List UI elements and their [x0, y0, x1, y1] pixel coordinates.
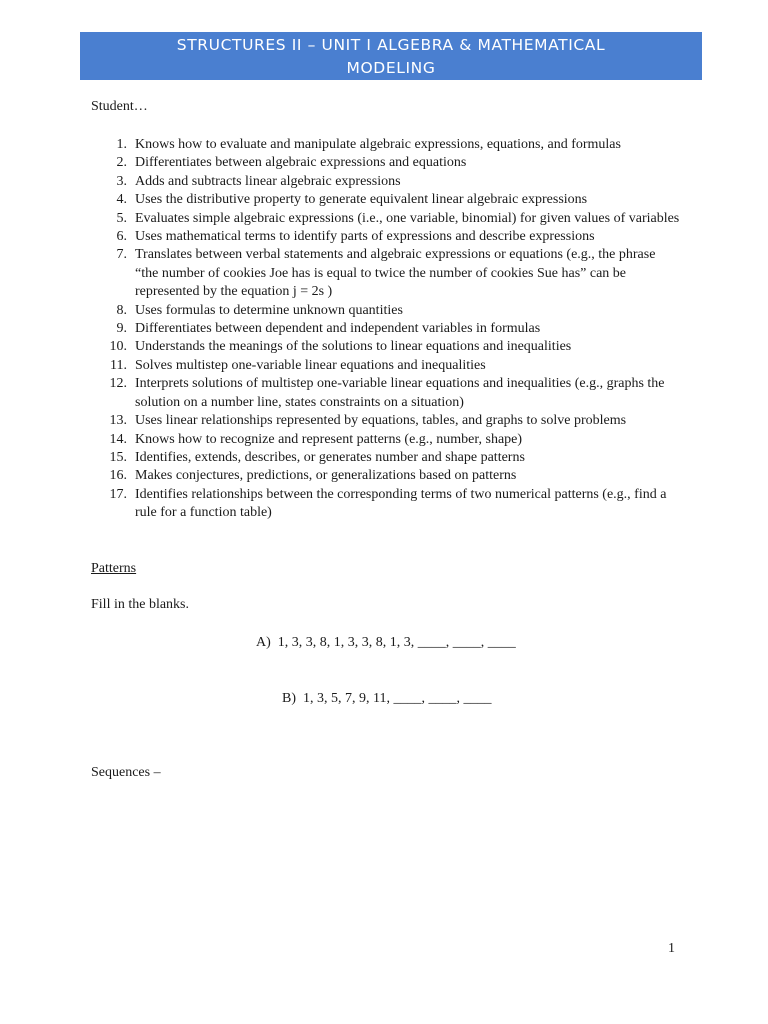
page-number: 1: [668, 941, 675, 956]
standard-number: 14.: [109, 431, 127, 447]
standard-number: 11.: [110, 357, 127, 373]
standard-item: [91, 246, 681, 301]
standard-number: 6.: [116, 229, 127, 245]
standard-item: [91, 228, 681, 246]
standard-text: Evaluates simple algebraic expressions (i.e., one variable, binomial) for given values of variables: [135, 210, 680, 226]
standard-text: Differentiates between algebraic expressions and equations: [135, 155, 467, 171]
standard-item: [91, 320, 681, 338]
standard-text: Interprets solutions of multistep one-variable linear equations and inequalities (e.g., graphs the solution on a number line, states constraints on a situation): [135, 376, 665, 410]
standard-text: Differentiates between dependent and independent variables in formulas: [135, 321, 541, 337]
standard-item: [91, 375, 681, 412]
standard-number: 2.: [116, 155, 127, 171]
standard-text: Knows how to recognize and represent patterns (e.g., number, shape): [135, 431, 523, 447]
standard-item: [91, 449, 681, 467]
standard-number: 8.: [116, 302, 127, 318]
unit-title-line-2: MODELING: [346, 59, 436, 77]
patterns-heading: Patterns: [91, 561, 137, 576]
unit-title-banner: [80, 32, 702, 80]
standard-item: [91, 136, 681, 154]
standard-number: 12.: [109, 376, 127, 392]
standard-item: [91, 173, 681, 191]
standard-text: Identifies, extends, describes, or generates number and shape patterns: [135, 449, 525, 465]
student-intro: Student…: [91, 99, 148, 114]
standard-item: [91, 431, 681, 449]
pattern-b: B) 1, 3, 5, 7, 9, 11, ____, ____, ____: [282, 691, 492, 706]
fill-in-instruction: Fill in the blanks.: [91, 597, 189, 612]
standards-list: [91, 136, 681, 523]
standard-number: 1.: [116, 137, 127, 152]
standard-item: [91, 154, 681, 172]
standard-number: 7.: [116, 247, 127, 263]
standard-text: Adds and subtracts linear algebraic expressions: [135, 173, 401, 189]
standard-text: Uses the distributive property to generate equivalent linear algebraic expressions: [135, 192, 588, 208]
standard-item: [91, 302, 681, 320]
standard-text: Identifies relationships between the corresponding terms of two numerical patterns (e.g., find a rule for a function table): [135, 486, 667, 521]
standard-number: 9.: [116, 321, 127, 337]
standard-text: Translates between verbal statements and algebraic expressions or equations (e.g., the phrase “the number of cookies Joe has is equal to twice the number of cookies Sue has” can be represented by the equation j = 2s ): [135, 247, 656, 300]
standard-number: 5.: [116, 210, 127, 226]
standard-item: [91, 357, 681, 375]
standard-item: [91, 338, 681, 356]
standard-text: Uses formulas to determine unknown quantities: [135, 302, 403, 318]
standard-item: [91, 486, 681, 523]
standard-text: Uses linear relationships represented by equations, tables, and graphs to solve problems: [135, 413, 627, 429]
standard-item: [91, 210, 681, 228]
standard-text: Knows how to evaluate and manipulate algebraic expressions, equations, and formulas: [135, 137, 621, 152]
standard-number: 16.: [109, 468, 127, 484]
standard-number: 3.: [116, 173, 127, 189]
standard-number: 15.: [109, 449, 127, 465]
standard-text: Understands the meanings of the solutions to linear equations and inequalities: [135, 339, 572, 355]
standard-item: [91, 467, 681, 485]
pattern-a: A) 1, 3, 3, 8, 1, 3, 3, 8, 1, 3, ____, ____, ____: [256, 635, 516, 650]
unit-title-line-1: STRUCTURES II – UNIT I ALGEBRA & MATHEMATICAL: [176, 36, 606, 54]
standard-text: Makes conjectures, predictions, or generalizations based on patterns: [135, 468, 517, 484]
standard-item: [91, 191, 681, 209]
standard-number: 4.: [116, 192, 127, 208]
standard-number: 13.: [109, 413, 127, 429]
sequences-label: Sequences –: [91, 765, 161, 780]
standard-text: Uses mathematical terms to identify parts of expressions and describe expressions: [135, 229, 595, 245]
standard-number: 10.: [109, 339, 127, 355]
standard-number: 17.: [109, 486, 127, 502]
standard-text: Solves multistep one-variable linear equations and inequalities: [135, 357, 486, 373]
standard-item: [91, 412, 681, 430]
